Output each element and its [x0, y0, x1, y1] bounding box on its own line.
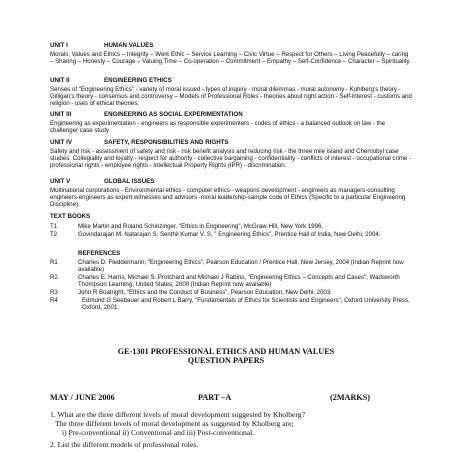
exam-part: PART –A [198, 393, 232, 402]
question-1: 1. What are the three different levels of moral development suggested by Kholberg? [50, 410, 305, 419]
unit-3-number: UNIT III [50, 111, 72, 118]
answer-1-line-1: The three different levels of moral development as suggested by Kholberg are; [55, 419, 294, 428]
unit-3-title: ENGINEERING AS SOCIAL EXPERIMENTATION [104, 111, 243, 118]
unit-3-heading [50, 111, 243, 118]
reference-item [50, 297, 412, 311]
reference-text: Charles E. Harris, Michael S. Protchard and Michael J Rabins, "Engineering Ethics – Concepts and Cases", Wadsworth Thompson Learning, United States, 2000 (Indian Reprint now available) [78, 274, 400, 289]
reference-text: John R Boatright, "Ethics and the Conduct of Business", Pearson Education, New Delhi, 2003. [78, 289, 332, 296]
unit-1-heading [50, 42, 153, 49]
exam-marks: (2MARKS) [330, 393, 371, 402]
reference-text: Edmund G Seebauer and Robert L Barry, "Fundamentals of Ethics for Scientists and Engineers", Oxford University Press, Oxford, 2001. [82, 297, 410, 312]
reference-item [50, 259, 412, 273]
unit-2-title: ENGINEERING ETHICS [104, 77, 172, 84]
answer-1-line-2: i) Pre-conventional ii) Conventional and iii) Post-conventional. [62, 428, 255, 437]
unit-2-heading [50, 77, 172, 84]
unit-1-number: UNIT I [50, 42, 68, 49]
text-book-item [50, 223, 412, 230]
text-books-heading: TEXT BOOKS [50, 213, 91, 220]
text-book-text: Mike Martin and Roland Schinzinger, "Ethics in Engineering", McGraw-Hill, New York 1996. [78, 223, 324, 230]
unit-2-number: UNIT II [50, 77, 70, 84]
unit-5-heading [50, 178, 154, 185]
reference-text: Charles D. Fleddermann, "Engineering Ethics", Pearson Education / Prentice Hall, New Jersey, 2004 (Indian Reprint now available) [78, 259, 404, 274]
unit-4-number: UNIT IV [50, 139, 73, 146]
unit-5-text: Multinational corporations - Environmental ethics - computer ethics - weapons development - engineers as managers-consulting engineers-engineers as expert witnesses and advisors -moral leadership-sample code of Ethics (Specific to a particular Engineering Discipline). [50, 187, 406, 209]
exam-session: MAY / JUNE 2006 [50, 393, 115, 402]
reference-code: R1 [50, 259, 58, 266]
unit-4-title: SAFETY, RESPONSIBILITIES AND RIGHTS [104, 139, 229, 146]
question-paper-subtitle: QUESTION PAPERS [187, 356, 265, 365]
unit-5-title: GLOBAL ISSUES [104, 178, 155, 185]
text-book-text: Govindarajan M, Natarajan S, Senthil Kumar V. S, " Engineering Ethics", Prentice Hall of India, New Delhi, 2004. [78, 231, 381, 238]
question-2: 2. List the different models of professional roles. [50, 440, 199, 449]
unit-5-number: UNIT V [50, 178, 71, 185]
text-book-code: T2 [50, 231, 58, 238]
reference-code: R4 [50, 297, 58, 304]
reference-item [50, 274, 412, 288]
unit-4-text: Safety and risk - assessment of safety and risk - risk benefit analysis and reducing risk - the three mile island and Chernobyl case studies. Collegiality and loyalty - respect for authority - collective bargaining - confidentiality - conflicts of interest - occupational crime - professional rights - employee rights - Intellectual Property Rights (IPR) - discrimination. [50, 148, 412, 170]
question-paper-title: GE-1301 PROFESSIONAL ETHICS AND HUMAN VALUES [117, 347, 335, 356]
unit-1-text: Morals, Values and Ethics – Integrity – Work Ethic – Service Learning – Civic Virtue – Respect for Others – Living Peacefully – caring – Sharing – Honesty – Courage – Valuing Time – Co-operation – Commitment – Empathy – Self-Confidence – Character – Spirituality. [50, 51, 411, 66]
unit-2-text: Senses of "Engineering Ethics" - variety of moral issued - types of inquiry - moral dilemmas - moral autonomy - Kohlberg's theory - Gilligan's theory - consensus and controversy – Models of Professional Roles - theories about right action - Self-interest - customs and religion - uses of ethical theories. [50, 86, 412, 108]
reference-code: R3 [50, 289, 58, 296]
unit-4-heading [50, 139, 229, 146]
unit-3-text: Engineering as experimentation - engineers as responsible experimenters - codes of ethics - a balanced outlook on law - the challenger case study [50, 120, 386, 135]
text-book-code: T1 [50, 223, 58, 230]
reference-item [50, 289, 412, 296]
references-heading: REFERENCES [78, 250, 121, 257]
reference-code: R2 [50, 274, 58, 281]
unit-1-title: HUMAN VALUES [104, 42, 154, 49]
text-book-item [50, 231, 412, 238]
